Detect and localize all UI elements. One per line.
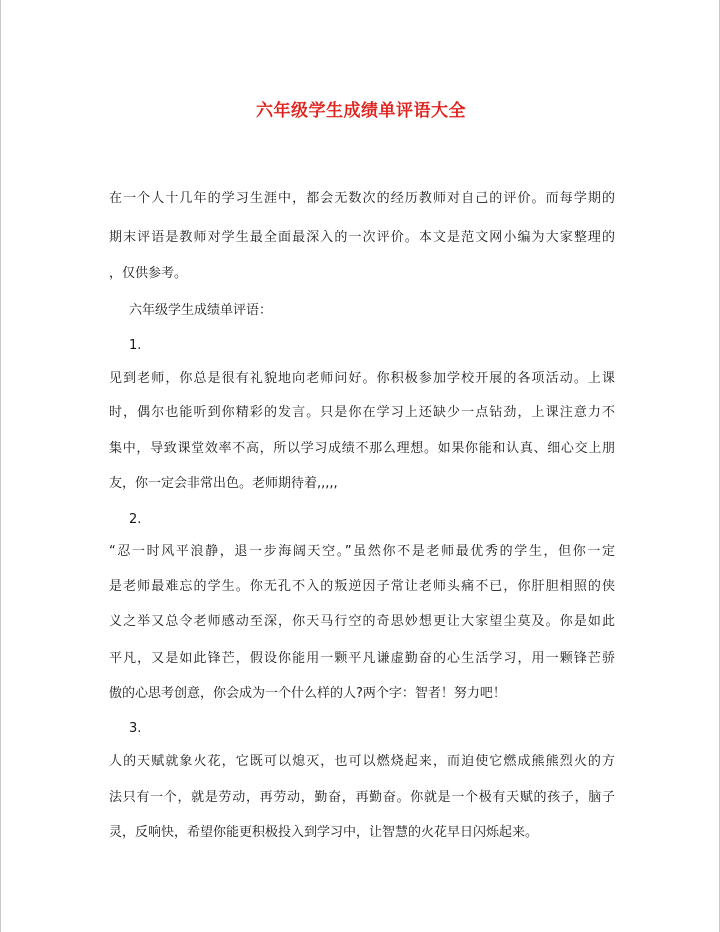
paragraph-line: 友，你一定会非常出色。老师期待着,,,,, bbox=[109, 476, 338, 491]
intro-line-1: 在一个人十几年的学习生涯中，都会无数次的经历教师对自己的评价。而每学期的 bbox=[109, 191, 615, 206]
document-title: 六年级学生成绩单评语大全 bbox=[256, 101, 466, 121]
paragraph-line: 是老师最难忘的学生。你无孔不入的叛逆因子常让老师头痛不已，你肝胆相照的侠 bbox=[109, 579, 615, 594]
intro-line-2: 期末评语是教师对学生最全面最深入的一次评价。本文是范文网小编为大家整理的 bbox=[109, 230, 615, 245]
paragraph-line: 灵，反响快，希望你能更积极投入到学习中，让智慧的火花早日闪烁起来。 bbox=[109, 825, 539, 840]
paragraph-line: 法只有一个，就是劳动，再劳动，勤奋，再勤奋。你就是一个极有天赋的孩子，脑子 bbox=[109, 790, 615, 805]
paragraph-line: 平凡，又是如此锋芒，假设你能用一颗平凡谦虚勤奋的心生活学习，用一颗锋芒骄 bbox=[109, 651, 615, 666]
paragraph-line: “忍一时风平浪静，退一步海阔天空。”虽然你不是老师最优秀的学生，但你一定 bbox=[109, 544, 615, 559]
item-number-1: 1. bbox=[129, 338, 142, 353]
paragraph-line: 义之举又总令老师感动至深，你天马行空的奇思妙想更让大家望尘莫及。你是如此 bbox=[109, 614, 615, 629]
paragraph-line: 集中，导致课堂效率不高，所以学习成绩不那么理想。如果你能和认真、细心交上朋 bbox=[109, 441, 615, 456]
item-number-2: 2. bbox=[129, 512, 142, 527]
intro-line-3: ，仅供参考。 bbox=[109, 266, 188, 281]
paragraph-line: 见到老师，你总是很有礼貌地向老师问好。你积极参加学校开展的各项活动。上课 bbox=[109, 371, 615, 386]
item-number-3: 3. bbox=[129, 721, 142, 736]
section-heading: 六年级学生成绩单评语： bbox=[129, 303, 273, 318]
paragraph-line: 傲的心思考创意，你会成为一个什么样的人?两个字：智者！努力吧！ bbox=[109, 686, 506, 701]
paragraph-line: 时，偶尔也能听到你精彩的发言。只是你在学习上还缺少一点钻劲，上课注意力不 bbox=[109, 405, 615, 420]
paragraph-line: 人的天赋就象火花，它既可以熄灭，也可以燃烧起来，而迫使它燃成熊熊烈火的方 bbox=[109, 754, 615, 769]
